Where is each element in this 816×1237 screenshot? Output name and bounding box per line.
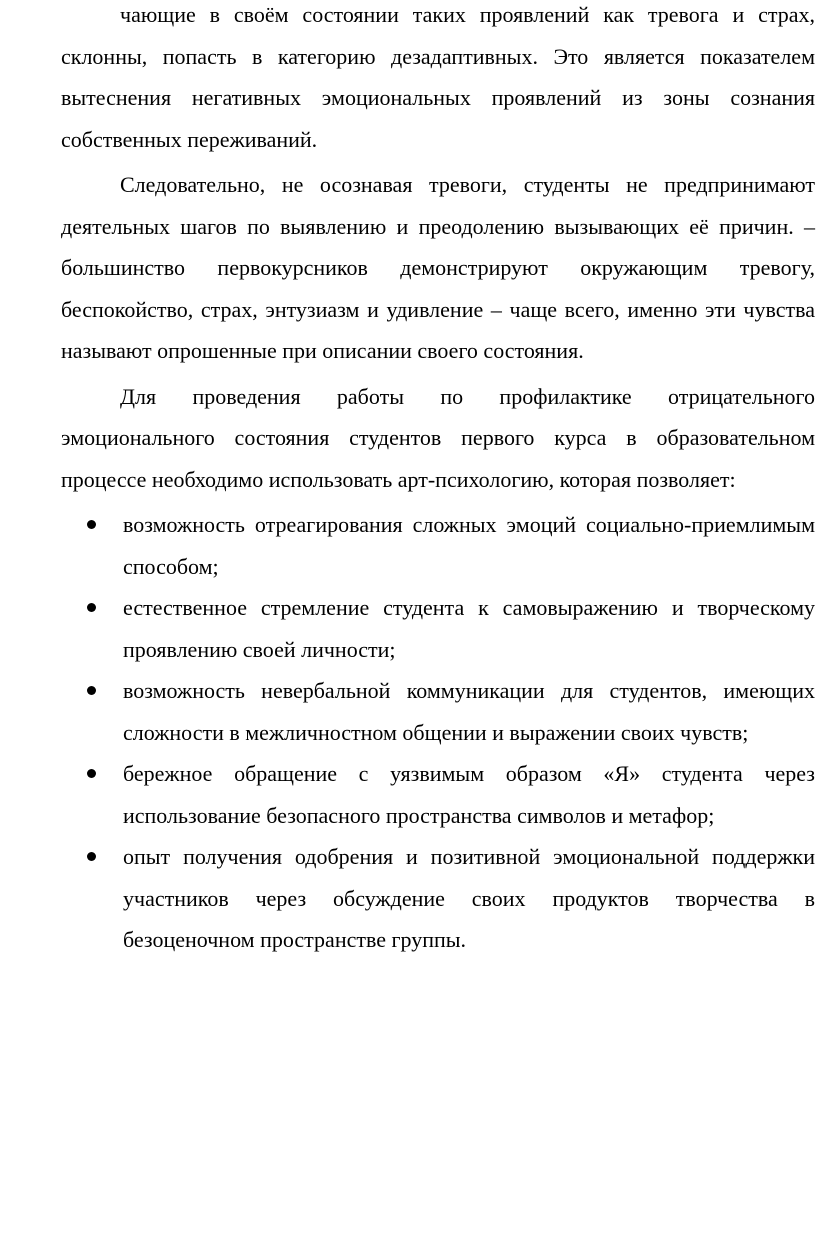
list-item	[61, 836, 815, 961]
list-item	[61, 504, 815, 587]
list-item	[61, 587, 815, 670]
bullet-icon	[87, 852, 96, 861]
list-item-text: опыт получения одобрения и позитивной эмоциональной поддержки участников через обсуждение своих продуктов творчества в безоценочном пространстве группы.	[123, 844, 815, 952]
paragraph-continuation: чающие в своём состоянии таких проявлений как тревога и страх, склонны, попасть в категорию дезадаптивных. Это является показателем вытеснения негативных эмоциональных проявлений из зоны сознания собственных переживаний.	[61, 2, 815, 152]
bullet-icon	[87, 603, 96, 612]
bullet-icon	[87, 520, 96, 529]
list-item	[61, 753, 815, 836]
list-item-text: бережное обращение с уязвимым образом «Я» студента через использование безопасного пространства символов и метафор;	[123, 761, 815, 828]
list-item	[61, 670, 815, 753]
paragraph-consequence: Следовательно, не осознавая тревоги, студенты не предпринимают деятельных шагов по выявлению и преодолению вызывающих её причин. – большинство первокурсников демонстрируют окружающим тревогу, беспокойство, страх, энтузиазм и удивление – чаще всего, именно эти чувства называют опрошенные при описании своего состояния.	[61, 172, 815, 363]
list-item-text: возможность отреагирования сложных эмоций социально-приемлимым способом;	[123, 512, 815, 579]
document-page	[61, 0, 815, 961]
list-item-text: естественное стремление студента к самовыражению и творческому проявлению своей личности;	[123, 595, 815, 662]
list-item-text: возможность невербальной коммуникации для студентов, имеющих сложности в межличностном общении и выражении своих чувств;	[123, 678, 815, 745]
benefits-list	[61, 504, 815, 961]
paragraph-art-psychology-intro: Для проведения работы по профилактике отрицательного эмоционального состояния студентов первого курса в образовательном процессе необходимо использовать арт-психологию, которая позволяет:	[61, 383, 815, 492]
bullet-icon	[87, 686, 96, 695]
bullet-icon	[87, 769, 96, 778]
